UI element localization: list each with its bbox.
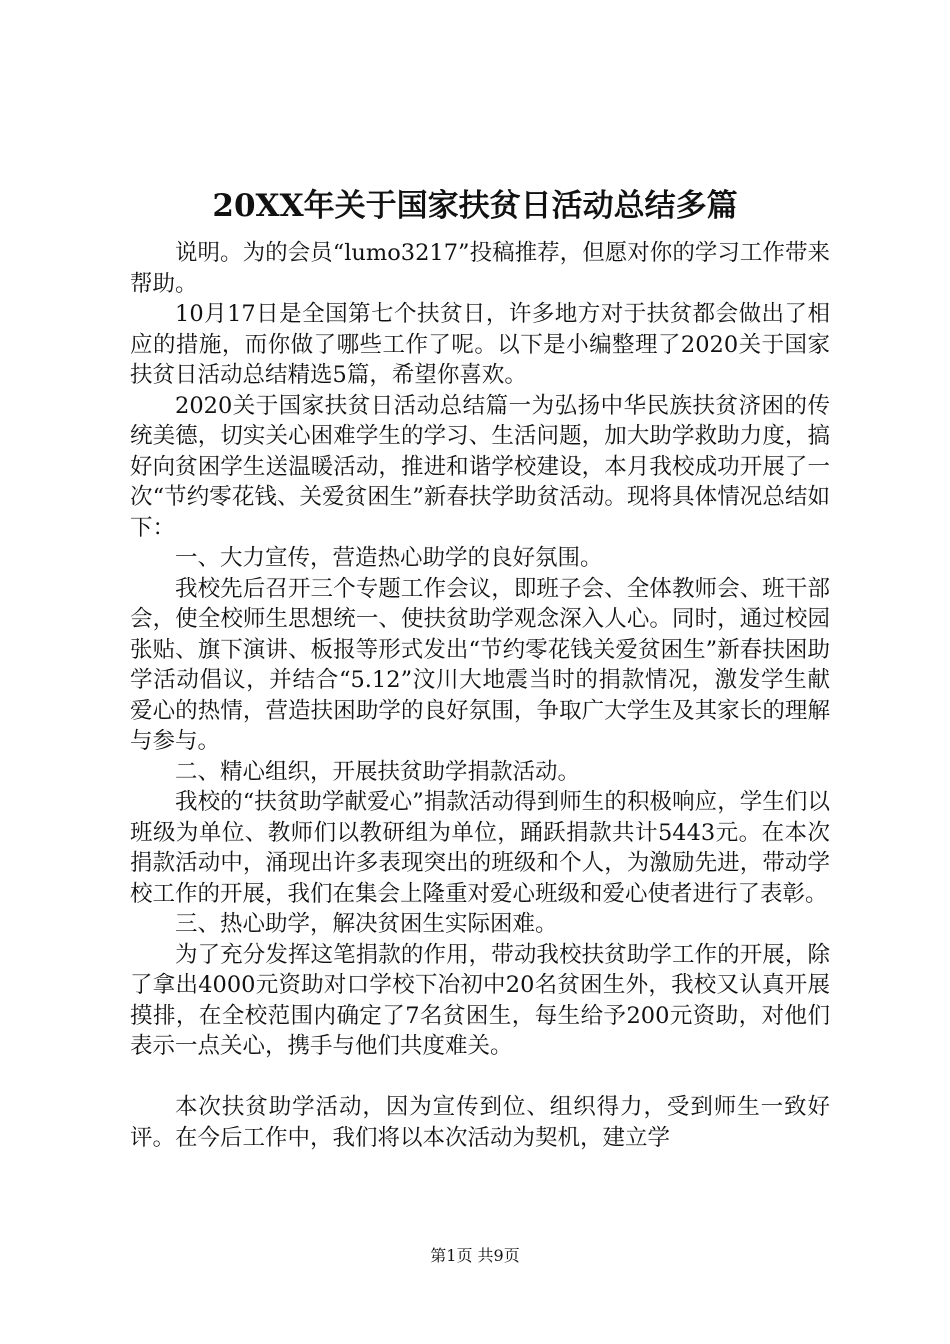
paragraph: 我校的“扶贫助学献爱心”捐款活动得到师生的积极响应，学生们以班级为单位、教师们以教研组为单位，踊跃捐款共计5443元。在本次捐款活动中，涌现出许多表现突出的班级和个人，为激励先进，带动学校工作的开展，我们在集会上隆重对爱心班级和爱心使者进行了表彰。: [130, 789, 830, 907]
document-title: 20XX年关于国家扶贫日活动总结多篇: [212, 188, 738, 224]
paragraph-spacer: [130, 1062, 830, 1093]
section-heading: 三、热心助学，解决贫困生实际困难。: [175, 911, 558, 937]
paragraph: 本次扶贫助学活动，因为宣传到位、组织得力，受到师生一致好评。在今后工作中，我们将以本次活动为契机，建立学: [130, 1094, 830, 1151]
section-heading: 二、精心组织，开展扶贫助学捐款活动。: [175, 758, 581, 785]
section-heading: 一、大力宣传，营造热心助学的良好氛围。: [175, 545, 603, 571]
paragraph: 为了充分发挥这笔捐款的作用，带动我校扶贫助学工作的开展，除了拿出4000元资助对口学校下冶初中20名贫困生外，我校又认真开展摸排，在全校范围内确定了7名贫困生，每生给予200元资助，对他们表示一点关心，携手与他们共度难关。: [130, 941, 830, 1059]
paragraph: 说明。为的会员“lumo3217”投稿推荐，但愿对你的学习工作带来帮助。: [130, 240, 830, 297]
paragraph: 10月17日是全国第七个扶贫日，许多地方对于扶贫都会做出了相应的措施，而你做了哪些工作了呢。以下是小编整理了2020关于国家扶贫日活动总结精选5篇，希望你喜欢。: [130, 301, 830, 388]
paragraph: 2020关于国家扶贫日活动总结篇一为弘扬中华民族扶贫济困的传统美德，切实关心困难学生的学习、生活问题，加大助学救助力度，搞好向贫困学生送温暖活动，推进和谐学校建设，本月我校成功开展了一次“节约零花钱、关爱贫困生”新春扶学助贫活动。现将具体情况总结如下：: [130, 392, 830, 541]
document-body: [130, 238, 830, 1153]
paragraph: 我校先后召开三个专题工作会议，即班子会、全体教师会、班干部会，使全校师生思想统一、使扶贫助学观念深入人心。同时，通过校园张贴、旗下演讲、板报等形式发出“节约零花钱关爱贫困生”新春扶困助学活动倡议，并结合“5.12”汶川大地震当时的捐款情况，激发学生献爱心的热情，营造扶困助学的良好氛围，争取广大学生及其家长的理解与参与。: [130, 575, 830, 754]
page-footer: 第1页 共9页: [430, 1246, 520, 1265]
